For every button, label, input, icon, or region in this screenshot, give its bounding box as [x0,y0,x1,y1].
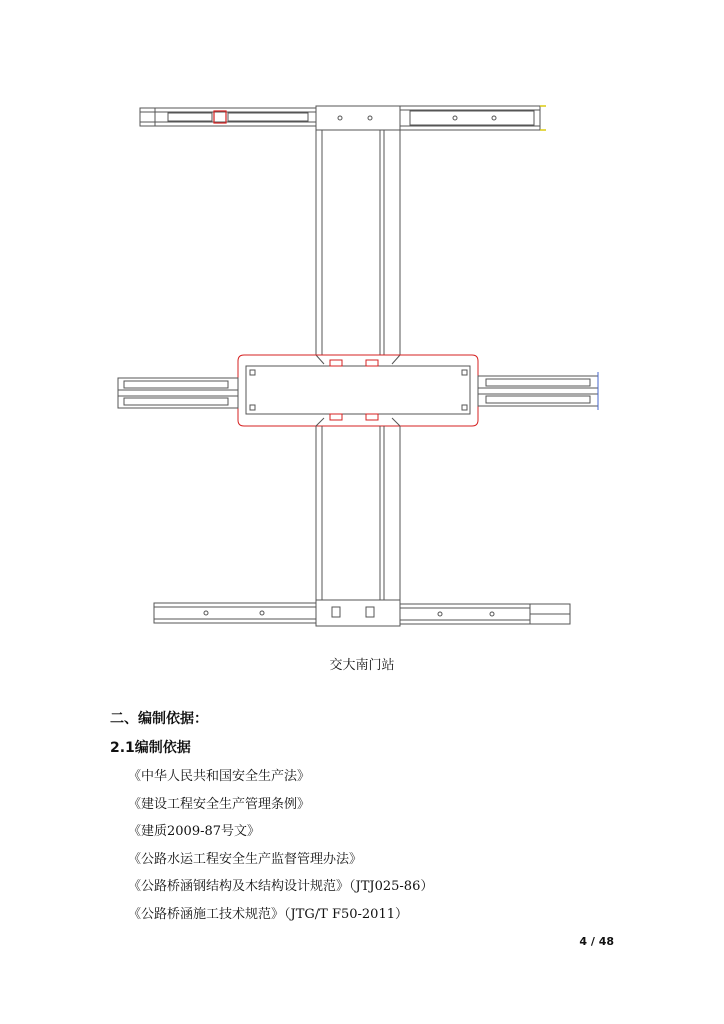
lower-vertical-corridor [316,418,400,600]
upper-vertical-corridor [316,130,400,364]
top-left-walkway [140,108,316,126]
reference-item: 《公路水运工程安全生产监督管理办法》 [128,851,363,867]
section-heading: 二、编制依据： [110,711,208,727]
figure-caption: 交大南门站 [329,658,395,673]
reference-item: 《建质2009-87号文》 [128,824,261,839]
reference-item: 《中华人民共和国安全生产法》 [128,769,311,784]
top-center-block [316,106,400,130]
reference-list [128,765,433,930]
reference-item: 《公路桥涵施工技术规范》（JTG/T F50-2011） [128,906,408,922]
reference-item: 《公路桥涵钢结构及木结构设计规范》（JTJ025-86） [128,879,434,894]
middle-left-escalators [118,378,238,408]
top-right-walkway [400,106,546,130]
subsection-heading: 2.1编制依据 [110,740,191,756]
middle-right-escalators [478,372,598,410]
page-number: 4 / 48 [579,935,614,948]
bottom-bridge [154,600,570,626]
reference-item: 《建设工程安全生产管理条例》 [128,796,311,812]
central-platform [238,355,478,426]
